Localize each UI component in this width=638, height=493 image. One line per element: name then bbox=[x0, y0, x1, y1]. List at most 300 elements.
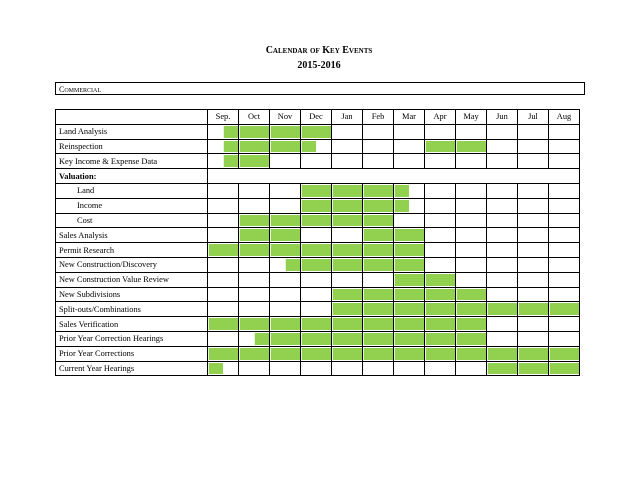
month-cell bbox=[549, 124, 580, 139]
month-cell bbox=[549, 139, 580, 154]
schedule-fill bbox=[394, 318, 424, 330]
month-cell bbox=[425, 213, 456, 228]
month-header: Mar bbox=[394, 110, 425, 125]
task-row bbox=[56, 139, 580, 154]
month-cell bbox=[487, 228, 518, 243]
schedule-fill bbox=[425, 289, 455, 301]
month-cell bbox=[332, 361, 363, 376]
month-cell bbox=[363, 213, 394, 228]
schedule-fill bbox=[363, 318, 393, 330]
month-header: Sep. bbox=[208, 110, 239, 125]
schedule-fill bbox=[425, 333, 455, 345]
schedule-fill bbox=[301, 141, 316, 153]
month-cell bbox=[332, 272, 363, 287]
month-cell bbox=[487, 272, 518, 287]
month-cell bbox=[456, 331, 487, 346]
month-cell bbox=[456, 124, 487, 139]
schedule-fill bbox=[301, 185, 331, 197]
task-row bbox=[56, 346, 580, 361]
schedule-fill bbox=[456, 303, 486, 315]
schedule-fill bbox=[223, 141, 238, 153]
month-cell bbox=[239, 272, 270, 287]
month-cell bbox=[425, 243, 456, 258]
month-cell bbox=[456, 302, 487, 317]
month-cell bbox=[363, 331, 394, 346]
month-cell bbox=[301, 183, 332, 198]
month-cell bbox=[518, 228, 549, 243]
task-row bbox=[56, 302, 580, 317]
month-header: Jul bbox=[518, 110, 549, 125]
month-cell bbox=[456, 183, 487, 198]
schedule-fill bbox=[270, 244, 300, 256]
schedule-fill bbox=[332, 348, 362, 360]
schedule-fill bbox=[332, 318, 362, 330]
month-cell bbox=[518, 154, 549, 169]
month-cell bbox=[332, 302, 363, 317]
month-cell bbox=[208, 183, 239, 198]
schedule-fill bbox=[425, 348, 455, 360]
schedule-fill bbox=[239, 126, 269, 138]
month-cell bbox=[487, 361, 518, 376]
month-cell bbox=[332, 183, 363, 198]
month-cell bbox=[332, 317, 363, 332]
month-cell bbox=[394, 302, 425, 317]
month-cell bbox=[208, 139, 239, 154]
month-cell bbox=[456, 198, 487, 213]
month-cell bbox=[425, 124, 456, 139]
month-cell bbox=[270, 213, 301, 228]
schedule-fill bbox=[332, 200, 362, 212]
schedule-fill bbox=[549, 348, 579, 360]
month-cell bbox=[239, 302, 270, 317]
month-cell bbox=[270, 257, 301, 272]
month-cell bbox=[270, 272, 301, 287]
task-row bbox=[56, 124, 580, 139]
schedule-fill bbox=[456, 348, 486, 360]
month-cell bbox=[394, 183, 425, 198]
schedule-fill bbox=[208, 244, 238, 256]
task-label: Prior Year Corrections bbox=[56, 346, 208, 361]
month-cell bbox=[549, 243, 580, 258]
month-cell bbox=[239, 154, 270, 169]
schedule-fill bbox=[239, 348, 269, 360]
month-cell bbox=[487, 213, 518, 228]
month-cell bbox=[301, 228, 332, 243]
month-cell bbox=[208, 317, 239, 332]
schedule-fill bbox=[239, 318, 269, 330]
month-cell bbox=[301, 154, 332, 169]
month-cell bbox=[301, 302, 332, 317]
month-cell bbox=[301, 317, 332, 332]
month-cell bbox=[425, 198, 456, 213]
month-cell bbox=[456, 243, 487, 258]
task-row bbox=[56, 228, 580, 243]
schedule-fill bbox=[332, 289, 362, 301]
schedule-fill bbox=[239, 244, 269, 256]
month-cell bbox=[394, 317, 425, 332]
month-cell bbox=[518, 139, 549, 154]
month-cell bbox=[208, 198, 239, 213]
month-cell bbox=[239, 139, 270, 154]
month-cell bbox=[208, 272, 239, 287]
month-cell bbox=[363, 287, 394, 302]
month-cell bbox=[425, 331, 456, 346]
month-cell bbox=[425, 346, 456, 361]
month-cell bbox=[425, 317, 456, 332]
task-row bbox=[56, 154, 580, 169]
month-cell bbox=[301, 198, 332, 213]
month-cell bbox=[332, 213, 363, 228]
month-cell bbox=[332, 331, 363, 346]
month-cell bbox=[363, 228, 394, 243]
month-cell bbox=[363, 154, 394, 169]
month-cell bbox=[549, 228, 580, 243]
schedule-fill bbox=[363, 244, 393, 256]
task-row bbox=[56, 183, 580, 198]
month-cell bbox=[239, 243, 270, 258]
month-cell bbox=[270, 287, 301, 302]
month-cell bbox=[332, 257, 363, 272]
schedule-fill bbox=[394, 185, 409, 197]
month-cell bbox=[518, 272, 549, 287]
month-cell bbox=[332, 139, 363, 154]
schedule-fill bbox=[394, 348, 424, 360]
task-row bbox=[56, 361, 580, 376]
month-cell bbox=[239, 228, 270, 243]
month-cell bbox=[425, 287, 456, 302]
month-cell bbox=[487, 124, 518, 139]
month-cell bbox=[549, 317, 580, 332]
month-cell bbox=[239, 346, 270, 361]
month-header: Jun bbox=[487, 110, 518, 125]
month-cell bbox=[518, 361, 549, 376]
month-cell bbox=[332, 243, 363, 258]
month-cell bbox=[518, 287, 549, 302]
task-label: Reinspection bbox=[56, 139, 208, 154]
month-cell bbox=[208, 346, 239, 361]
calendar-title: Calendar of Key Events bbox=[265, 45, 373, 56]
task-label: New Subdivisions bbox=[56, 287, 208, 302]
schedule-fill bbox=[254, 333, 269, 345]
schedule-fill bbox=[425, 141, 455, 153]
month-cell bbox=[487, 317, 518, 332]
schedule-fill bbox=[332, 244, 362, 256]
month-cell bbox=[394, 287, 425, 302]
month-cell bbox=[270, 183, 301, 198]
month-cell bbox=[456, 361, 487, 376]
month-cell bbox=[301, 243, 332, 258]
task-label: Current Year Hearings bbox=[56, 361, 208, 376]
month-cell bbox=[363, 257, 394, 272]
month-cell bbox=[270, 228, 301, 243]
month-cell bbox=[332, 287, 363, 302]
month-cell bbox=[270, 331, 301, 346]
month-cell bbox=[363, 183, 394, 198]
schedule-fill bbox=[394, 244, 424, 256]
month-cell bbox=[301, 331, 332, 346]
month-cell bbox=[456, 213, 487, 228]
month-cell bbox=[208, 361, 239, 376]
schedule-fill bbox=[270, 348, 300, 360]
task-row bbox=[56, 243, 580, 258]
month-cell bbox=[301, 346, 332, 361]
task-label: Key Income & Expense Data bbox=[56, 154, 208, 169]
month-cell bbox=[208, 154, 239, 169]
month-cell bbox=[549, 346, 580, 361]
schedule-fill bbox=[301, 259, 331, 271]
schedule-fill bbox=[425, 303, 455, 315]
month-cell bbox=[518, 213, 549, 228]
schedule-fill bbox=[363, 348, 393, 360]
schedule-fill bbox=[332, 259, 362, 271]
schedule-fill bbox=[239, 141, 269, 153]
schedule-fill bbox=[270, 318, 300, 330]
merged-cell bbox=[208, 169, 580, 184]
month-cell bbox=[487, 183, 518, 198]
month-cell bbox=[549, 302, 580, 317]
schedule-fill bbox=[301, 333, 331, 345]
month-cell bbox=[487, 302, 518, 317]
month-cell bbox=[239, 287, 270, 302]
month-cell bbox=[363, 243, 394, 258]
schedule-fill bbox=[301, 348, 331, 360]
month-cell bbox=[270, 198, 301, 213]
month-header: Dec bbox=[301, 110, 332, 125]
schedule-fill bbox=[270, 141, 300, 153]
month-cell bbox=[456, 346, 487, 361]
schedule-fill bbox=[301, 244, 331, 256]
month-cell bbox=[394, 228, 425, 243]
schedule-fill bbox=[363, 185, 393, 197]
month-cell bbox=[394, 154, 425, 169]
schedule-fill bbox=[223, 155, 238, 167]
task-label: Valuation: bbox=[56, 169, 208, 184]
month-cell bbox=[456, 317, 487, 332]
month-cell bbox=[549, 331, 580, 346]
month-cell bbox=[394, 213, 425, 228]
month-cell bbox=[518, 198, 549, 213]
month-cell bbox=[363, 361, 394, 376]
month-cell bbox=[549, 272, 580, 287]
month-cell bbox=[270, 346, 301, 361]
month-cell bbox=[456, 287, 487, 302]
month-cell bbox=[270, 124, 301, 139]
month-cell bbox=[270, 302, 301, 317]
task-label: Prior Year Correction Hearings bbox=[56, 331, 208, 346]
schedule-fill bbox=[456, 289, 486, 301]
schedule-fill bbox=[456, 141, 486, 153]
schedule-fill bbox=[363, 200, 393, 212]
month-cell bbox=[394, 331, 425, 346]
schedule-fill bbox=[239, 215, 269, 227]
events-table bbox=[55, 109, 580, 376]
month-cell bbox=[239, 183, 270, 198]
month-cell bbox=[487, 154, 518, 169]
month-cell bbox=[549, 213, 580, 228]
task-label: Permit Research bbox=[56, 243, 208, 258]
month-cell bbox=[425, 272, 456, 287]
task-row bbox=[56, 198, 580, 213]
month-cell bbox=[456, 154, 487, 169]
schedule-fill bbox=[425, 318, 455, 330]
month-cell bbox=[208, 331, 239, 346]
schedule-fill bbox=[332, 215, 362, 227]
month-cell bbox=[518, 183, 549, 198]
month-cell bbox=[239, 213, 270, 228]
month-cell bbox=[549, 361, 580, 376]
task-label: Split-outs/Combinations bbox=[56, 302, 208, 317]
month-cell bbox=[239, 257, 270, 272]
month-cell bbox=[487, 243, 518, 258]
month-header: Aug bbox=[549, 110, 580, 125]
month-cell bbox=[487, 287, 518, 302]
month-cell bbox=[332, 124, 363, 139]
month-cell bbox=[208, 243, 239, 258]
month-cell bbox=[425, 139, 456, 154]
schedule-fill bbox=[456, 318, 486, 330]
schedule-fill bbox=[363, 229, 393, 241]
calendar-years: 2015-2016 bbox=[297, 60, 341, 71]
month-cell bbox=[425, 154, 456, 169]
task-row bbox=[56, 169, 580, 184]
month-cell bbox=[301, 272, 332, 287]
month-cell bbox=[518, 302, 549, 317]
task-row bbox=[56, 287, 580, 302]
month-cell bbox=[518, 346, 549, 361]
month-header: Feb bbox=[363, 110, 394, 125]
task-label: Income bbox=[56, 198, 208, 213]
month-cell bbox=[487, 198, 518, 213]
month-cell bbox=[549, 257, 580, 272]
schedule-fill bbox=[239, 229, 269, 241]
schedule-fill bbox=[363, 215, 393, 227]
month-cell bbox=[456, 257, 487, 272]
month-cell bbox=[487, 257, 518, 272]
task-label: Land Analysis bbox=[56, 124, 208, 139]
month-cell bbox=[363, 317, 394, 332]
task-row bbox=[56, 257, 580, 272]
month-cell bbox=[518, 317, 549, 332]
month-cell bbox=[363, 198, 394, 213]
month-cell bbox=[301, 139, 332, 154]
schedule-fill bbox=[518, 348, 548, 360]
schedule-fill bbox=[208, 348, 238, 360]
month-cell bbox=[394, 124, 425, 139]
task-label: New Construction Value Review bbox=[56, 272, 208, 287]
schedule-fill bbox=[332, 303, 362, 315]
schedule-fill bbox=[301, 318, 331, 330]
month-cell bbox=[301, 287, 332, 302]
task-label: Cost bbox=[56, 213, 208, 228]
month-header: Apr bbox=[425, 110, 456, 125]
schedule-fill bbox=[425, 274, 455, 286]
month-cell bbox=[518, 124, 549, 139]
schedule-fill bbox=[332, 185, 362, 197]
month-cell bbox=[239, 317, 270, 332]
schedule-fill bbox=[394, 289, 424, 301]
month-cell bbox=[425, 257, 456, 272]
month-cell bbox=[425, 302, 456, 317]
schedule-fill bbox=[208, 318, 238, 330]
task-label: Land bbox=[56, 183, 208, 198]
schedule-fill bbox=[363, 259, 393, 271]
month-cell bbox=[208, 124, 239, 139]
month-cell bbox=[363, 346, 394, 361]
schedule-fill bbox=[270, 229, 300, 241]
schedule-fill bbox=[301, 126, 331, 138]
schedule-fill bbox=[301, 200, 331, 212]
month-cell bbox=[332, 228, 363, 243]
schedule-fill bbox=[549, 303, 579, 315]
month-cell bbox=[518, 331, 549, 346]
month-header: Jan bbox=[332, 110, 363, 125]
month-cell bbox=[332, 198, 363, 213]
task-label: Sales Analysis bbox=[56, 228, 208, 243]
month-cell bbox=[239, 198, 270, 213]
schedule-fill bbox=[270, 215, 300, 227]
schedule-fill bbox=[394, 229, 424, 241]
month-cell bbox=[394, 243, 425, 258]
month-cell bbox=[301, 361, 332, 376]
month-cell bbox=[301, 124, 332, 139]
month-cell bbox=[425, 183, 456, 198]
month-cell bbox=[425, 361, 456, 376]
schedule-fill bbox=[270, 333, 300, 345]
month-cell bbox=[208, 257, 239, 272]
task-row bbox=[56, 272, 580, 287]
schedule-fill bbox=[239, 155, 269, 167]
schedule-fill bbox=[487, 363, 517, 375]
month-cell bbox=[487, 331, 518, 346]
month-cell bbox=[208, 228, 239, 243]
schedule-fill bbox=[394, 303, 424, 315]
month-cell bbox=[394, 198, 425, 213]
schedule-fill bbox=[456, 333, 486, 345]
schedule-fill bbox=[549, 363, 579, 375]
month-cell bbox=[487, 346, 518, 361]
schedule-fill bbox=[394, 333, 424, 345]
month-cell bbox=[394, 272, 425, 287]
month-cell bbox=[518, 243, 549, 258]
task-row bbox=[56, 213, 580, 228]
month-cell bbox=[208, 213, 239, 228]
month-cell bbox=[363, 272, 394, 287]
month-cell bbox=[549, 183, 580, 198]
month-cell bbox=[270, 139, 301, 154]
month-cell bbox=[394, 346, 425, 361]
schedule-fill bbox=[270, 126, 300, 138]
month-cell bbox=[208, 302, 239, 317]
month-cell bbox=[239, 124, 270, 139]
schedule-fill bbox=[332, 333, 362, 345]
schedule-fill bbox=[518, 363, 548, 375]
month-cell bbox=[363, 124, 394, 139]
month-cell bbox=[549, 198, 580, 213]
task-row bbox=[56, 317, 580, 332]
schedule-fill bbox=[285, 259, 300, 271]
month-cell bbox=[270, 317, 301, 332]
month-cell bbox=[549, 287, 580, 302]
month-cell bbox=[332, 346, 363, 361]
schedule-fill bbox=[394, 259, 424, 271]
month-cell bbox=[239, 331, 270, 346]
month-header-row bbox=[56, 110, 580, 125]
schedule-fill bbox=[363, 303, 393, 315]
month-cell bbox=[456, 139, 487, 154]
month-header: Nov bbox=[270, 110, 301, 125]
task-label: Sales Verification bbox=[56, 317, 208, 332]
month-cell bbox=[239, 361, 270, 376]
